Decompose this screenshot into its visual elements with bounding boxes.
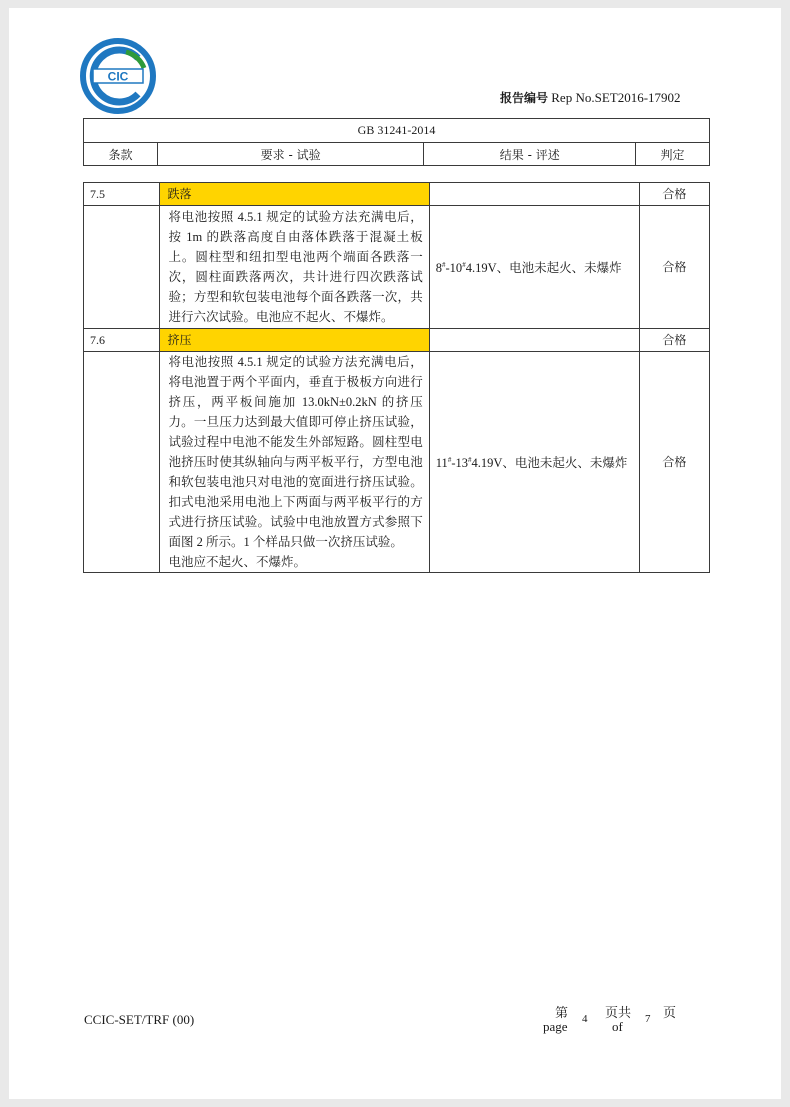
result-sample-from: 8	[435, 261, 443, 276]
result-sample-to: -13	[451, 456, 468, 471]
verdict: 合格	[639, 206, 709, 329]
test-table	[83, 182, 710, 573]
requirement-cell	[160, 352, 429, 573]
verdict: 合格	[639, 329, 709, 352]
total-label-cn: 页共	[605, 1006, 632, 1021]
section-title: 跌落	[160, 183, 429, 206]
clause-number: 7.5	[84, 183, 160, 206]
result-text	[429, 352, 639, 573]
table-row	[84, 206, 710, 329]
clause-cell	[84, 206, 160, 329]
header-table	[83, 118, 710, 166]
result-sup: #	[462, 261, 466, 270]
col-verdict: 判定	[636, 143, 710, 166]
requirement-text: 将电池按照 4.5.1 规定的试验方法充满电后，按 1m 的跌落高度自由落体跌落于混凝土板上。圆柱型和纽扣型电池两个端面各跌落一次，圆柱面跌落两次，共计进行四次跌落试验；方型和软包装电池每个面各跌落一次，共进行六次试验。电池应不起火、不爆炸。	[160, 206, 429, 329]
result-sup: #	[447, 456, 452, 465]
report-number-value: Rep No.SET2016-17902	[551, 90, 681, 105]
result-comment: 4.19V、电池未起火、未爆炸	[465, 261, 622, 276]
table-row	[84, 329, 710, 352]
col-clause: 条款	[84, 143, 158, 166]
clause-number: 7.6	[84, 329, 160, 352]
result-comment: 4.19V、电池未起火、未爆炸	[471, 456, 628, 471]
page-label-cn: 第	[555, 1006, 569, 1021]
report-number	[500, 89, 681, 106]
logo-text: CIC	[107, 69, 129, 84]
requirement-text: 将电池按照 4.5.1 规定的试验方法充满电后，将电池置于两个平面内，垂直于极板方向进行挤压，两平板间施加 13.0kN±0.2kN 的挤压力。一旦压力达到最大值即可停止挤压试验，试验过程中电池不能发生外部短路。圆柱型电池挤压时使其纵轴向与两平板平行，方型电池和软包装电池只对电池的宽面进行挤压试验。扣式电池采用电池上下两面与两平板平行的方式进行挤压试验。试验中电池放置方式参照下面图 2 所示。1 个样品只做一次挤压试验。	[168, 355, 423, 549]
col-result: 结果 - 评述	[424, 143, 636, 166]
page-label-en: page	[543, 1019, 568, 1034]
requirement-conclusion: 电池应不起火、不爆炸。	[168, 555, 306, 569]
page-number: 4	[582, 1013, 588, 1025]
ccic-logo	[80, 38, 156, 114]
page-suffix-cn: 页	[663, 1006, 677, 1021]
form-number: CCIC-SET/TRF (00)	[84, 1012, 195, 1027]
section-title: 挤压	[160, 329, 429, 352]
result-sample-from: 11	[435, 456, 448, 471]
col-requirement: 要求 - 试验	[157, 143, 424, 166]
result-sup: #	[442, 261, 446, 270]
clause-cell	[84, 352, 160, 573]
standard-title: GB 31241-2014	[84, 119, 710, 143]
result-sample-to: -10	[445, 261, 463, 276]
table-row	[84, 183, 710, 206]
table-row	[84, 352, 710, 573]
result-sup: #	[467, 456, 472, 465]
report-number-label: 报告编号	[500, 91, 549, 105]
total-label-en: of	[612, 1019, 623, 1034]
result-text	[429, 206, 639, 329]
result-cell	[429, 329, 639, 352]
total-pages: 7	[645, 1013, 651, 1025]
result-cell	[429, 183, 639, 206]
verdict: 合格	[639, 352, 709, 573]
verdict: 合格	[639, 183, 709, 206]
